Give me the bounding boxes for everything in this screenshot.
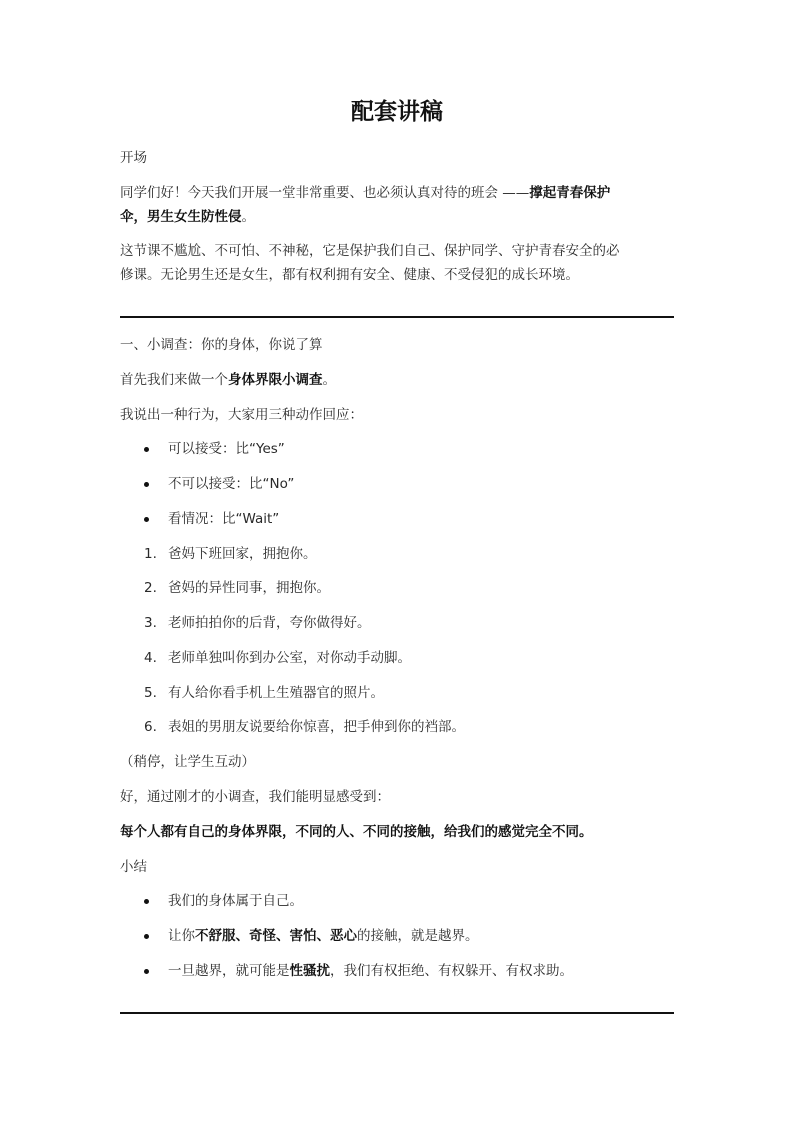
summary2-a: 让你 [168, 928, 195, 944]
summary-text [168, 924, 479, 948]
summary3-c: ，我们有权拒绝、有权躲开、有权求助。 [330, 963, 573, 979]
intro-paragraph [120, 181, 674, 229]
section1-p1-c: 。 [322, 372, 336, 388]
scenario-text: 爸妈下班回家，拥抱你。 [168, 546, 317, 562]
key-point-bold: 每个人都有自己的身体界限，不同的人、不同的接触，给我们的感觉完全不同。 [120, 824, 593, 840]
intro-text-a: 同学们好！今天我们开展一堂非常重要、也必须认真对待的班会 —— [120, 185, 530, 201]
key-point [120, 820, 674, 844]
bullet-icon [144, 934, 149, 939]
opening-heading: 开场 [120, 150, 147, 166]
summary3-a: 一旦越界，就可能是 [168, 963, 290, 979]
scenario-text: 老师拍拍你的后背，夸你做得好。 [168, 615, 371, 631]
summary2-bold: 不舒服、奇怪、害怕、恶心 [195, 928, 357, 944]
section1-paragraph-1 [120, 368, 674, 392]
intro-theme-bold-b: 伞，男生女生防性侵 [120, 209, 242, 225]
list-number: 5. [144, 685, 157, 701]
summary3-bold: 性骚扰 [289, 963, 330, 979]
response-text: 看情况：比“Wait” [168, 511, 280, 527]
pause-note: （稍停，让学生互动） [120, 754, 255, 770]
list-number: 3. [144, 615, 157, 631]
survey-name-bold: 身体界限小调查 [228, 372, 323, 388]
scenario-text: 表姐的男朋友说要给你惊喜，把手伸到你的裆部。 [168, 719, 465, 735]
summary-text [168, 959, 573, 983]
scenario-text: 爸妈的异性同事，拥抱你。 [168, 580, 330, 596]
summary-text: 我们的身体属于自己。 [168, 893, 303, 909]
divider [120, 1012, 674, 1014]
bullet-icon [144, 969, 149, 974]
section1-heading: 一、小调查：你的身体，你说了算 [120, 337, 323, 353]
bullet-icon [144, 517, 149, 522]
response-text: 不可以接受：比“No” [168, 476, 295, 492]
response-text: 可以接受：比“Yes” [168, 441, 285, 457]
intro2-line1: 这节课不尴尬、不可怕、不神秘，它是保护我们自己、保护同学、守护青春安全的必 [120, 243, 620, 259]
section1-paragraph-2: 我说出一种行为，大家用三种动作回应： [120, 407, 363, 423]
list-number: 1. [144, 546, 157, 562]
summary-heading: 小结 [120, 859, 147, 875]
section1-p1-a: 首先我们来做一个 [120, 372, 228, 388]
intro-paragraph-2 [120, 239, 674, 287]
intro2-line2: 修课。无论男生还是女生，都有权利拥有安全、健康、不受侵犯的成长环境。 [120, 267, 579, 283]
summary2-c: 的接触，就是越界。 [357, 928, 479, 944]
list-number: 2. [144, 580, 157, 596]
list-number: 4. [144, 650, 157, 666]
scenario-text: 有人给你看手机上生殖器官的照片。 [168, 685, 384, 701]
bullet-icon [144, 899, 149, 904]
scenario-text: 老师单独叫你到办公室，对你动手动脚。 [168, 650, 411, 666]
intro-theme-bold-a: 撑起青春保护 [529, 185, 611, 201]
divider [120, 316, 674, 318]
bullet-icon [144, 482, 149, 487]
bullet-icon [144, 447, 149, 452]
document-title: 配套讲稿 [351, 99, 443, 125]
intro-text-d: 。 [241, 209, 255, 225]
section1-paragraph-3: 好，通过刚才的小调查，我们能明显感受到： [120, 789, 390, 805]
list-number: 6. [144, 719, 157, 735]
